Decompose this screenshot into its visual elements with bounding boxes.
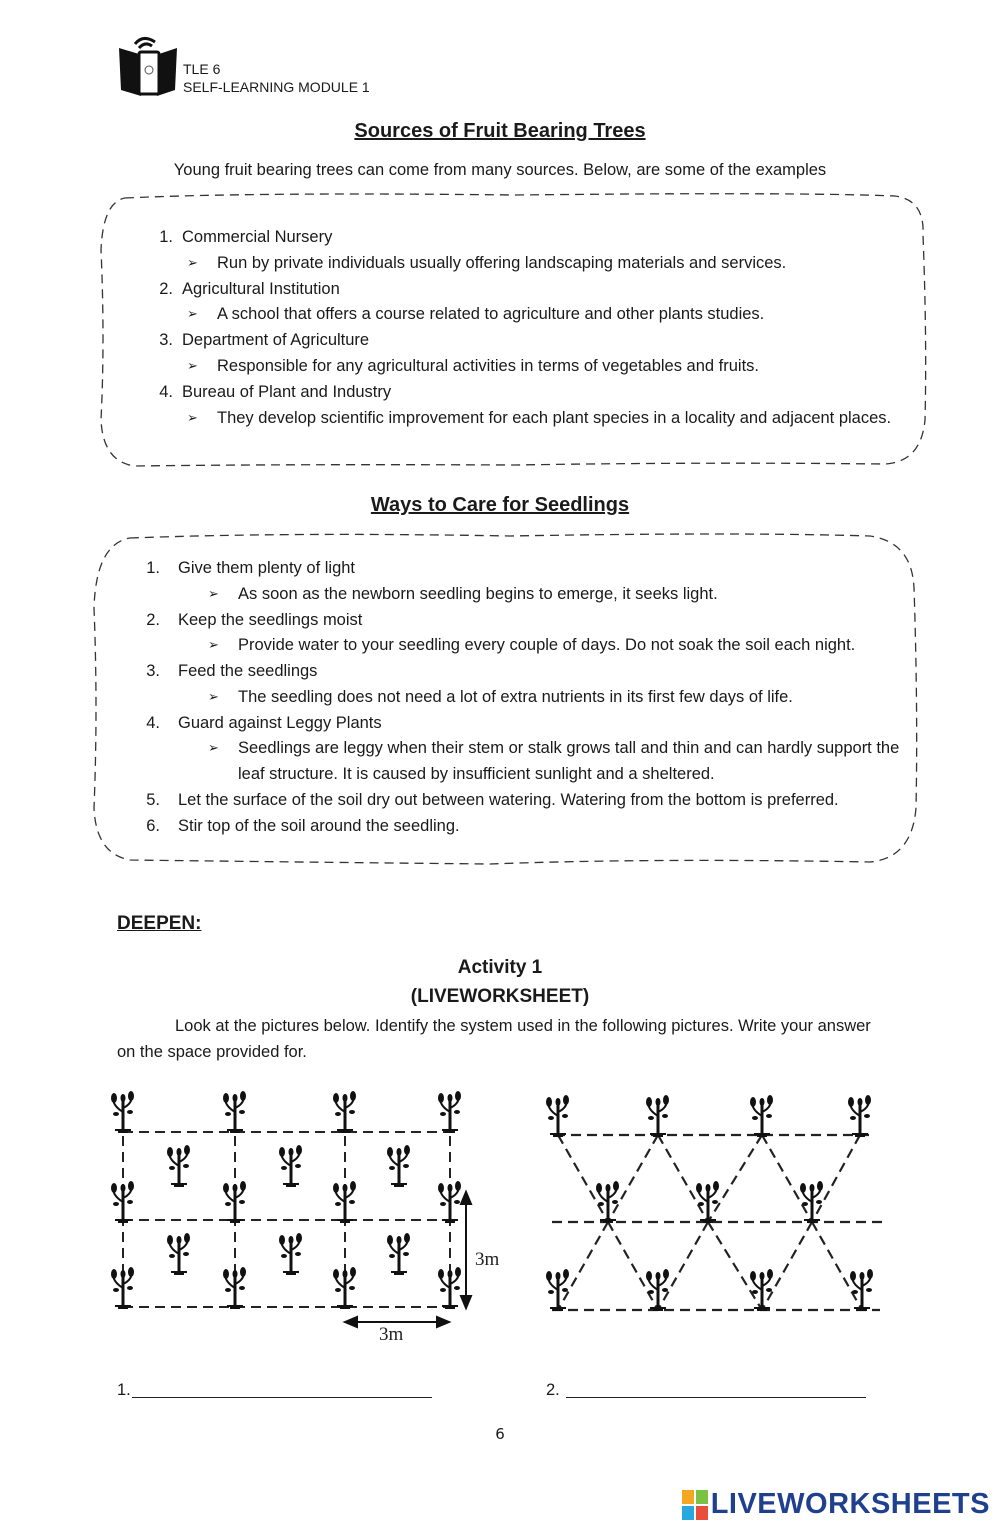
list-detail-continued: leaf structure. It is caused by insufficient sunlight and a sheltered. <box>238 765 715 783</box>
care-box: 1. Give them plenty of light ➢ As soon as the newborn seedling begins to emerge, it seeks light. 2. Keep the seedlings moist ➢ Provide water to your seedling every couple of days. Do not soak the soil each night. 3. Feed the seedlings ➢ The seedling does not need a lot of extra nutrients in its first few days of life. 4. Guard against Leggy Plants ➢ Seedlings are leggy when their stem or stalk grows tall and thin and can hardly support the leaf structure. It is caused by insufficient sunlight and a sheltered. 5. Let the surface of the soil dry out between watering. Watering from the bottom is preferred. 6. Stir top of the soil around the seedling. <box>90 528 920 868</box>
seedling-icon <box>596 1181 619 1222</box>
seedling-icon <box>167 1145 190 1186</box>
arrow-bullet-icon: ➢ <box>208 689 219 704</box>
activity-subtitle: (LIVEWORKSHEET) <box>410 986 590 1007</box>
seedling-icon <box>438 1181 461 1222</box>
arrow-bullet-icon: ➢ <box>187 306 198 321</box>
seedling-icon <box>111 1091 134 1132</box>
seedling-icon <box>223 1267 246 1308</box>
seedling-icon <box>333 1267 356 1308</box>
seedling-icon <box>800 1181 823 1222</box>
seedling-icon <box>438 1267 461 1308</box>
care-title: Ways to Care for Seedlings <box>370 494 630 516</box>
seedling-icon <box>750 1269 773 1310</box>
activity-title: Activity 1 <box>457 957 543 978</box>
vertical-measure-label: 3m <box>475 1249 500 1270</box>
arrow-bullet-icon: ➢ <box>208 586 219 601</box>
seedling-icon <box>333 1091 356 1132</box>
activity-instructions: Look at the pictures below. Identify the system used in the following pictures. Write your answer on the space provided for. <box>117 1017 871 1061</box>
sources-title: Sources of Fruit Bearing Trees <box>354 120 646 142</box>
seedling-icon <box>646 1095 669 1136</box>
seedling-icon <box>333 1181 356 1222</box>
book-tablet-icon <box>115 32 181 100</box>
sources-box: 1. Commercial Nursery ➢ Run by private individuals usually offering landscaping materials and services. 2. Agricultural Institution ➢ A school that offers a course related to agriculture and other plants studies. 3. Department of Agriculture ➢ Responsible for any agricultural activities in terms of vegetables and fruits. 4. Bureau of Plant and Industry ➢ They develop scientific improvement for each plant species in a locality and adjacent places. <box>95 190 933 470</box>
arrow-bullet-icon: ➢ <box>187 358 198 373</box>
seedling-icon <box>387 1145 410 1186</box>
triangular-system-diagram <box>540 1090 890 1330</box>
seedling-icon <box>750 1095 773 1136</box>
sources-intro: Young fruit bearing trees can come from many sources. Below, are some of the examples <box>173 161 827 179</box>
answer-2-input[interactable] <box>566 1397 866 1398</box>
square-system-diagram <box>105 1090 515 1350</box>
grid-lines <box>552 1135 882 1310</box>
answer-1-label: 1. <box>117 1381 131 1399</box>
arrow-bullet-icon: ➢ <box>187 410 198 425</box>
seedling-icon <box>850 1269 873 1310</box>
seedling-icon <box>223 1181 246 1222</box>
seedling-icon <box>279 1145 302 1186</box>
arrow-bullet-icon: ➢ <box>187 255 198 270</box>
seedling-icon <box>223 1091 246 1132</box>
seedling-icon <box>387 1233 410 1274</box>
answer-2-label: 2. <box>546 1381 560 1399</box>
grid-lines <box>123 1120 450 1307</box>
seedling-icon <box>546 1269 569 1310</box>
page-number: 6 <box>495 1425 505 1443</box>
seedling-icon <box>696 1181 719 1222</box>
square-system-figure <box>105 1090 515 1355</box>
seedling-icon <box>646 1269 669 1310</box>
seedling-icon <box>111 1181 134 1222</box>
header-line2: SELF-LEARNING MODULE 1 <box>183 79 370 95</box>
horizontal-measure-label: 3m <box>379 1324 404 1345</box>
arrow-bullet-icon: ➢ <box>208 637 219 652</box>
deepen-heading: DEEPEN: <box>117 913 202 934</box>
triangular-system-figure <box>540 1090 890 1335</box>
seedling-icon <box>167 1233 190 1274</box>
liveworksheets-brand <box>682 1488 990 1521</box>
seedling-icon <box>848 1095 871 1136</box>
seedling-icon <box>438 1091 461 1132</box>
header-line1: TLE 6 <box>183 61 221 77</box>
liveworksheets-logo-icon <box>682 1490 708 1520</box>
module-header <box>183 60 370 96</box>
module-logo <box>115 32 181 105</box>
seedling-icon <box>111 1267 134 1308</box>
answer-1-input[interactable] <box>132 1397 432 1398</box>
seedling-icon <box>546 1095 569 1136</box>
arrow-bullet-icon: ➢ <box>208 740 219 755</box>
brand-text: LIVEWORKSHEETS <box>710 1488 990 1520</box>
seedling-icon <box>279 1233 302 1274</box>
